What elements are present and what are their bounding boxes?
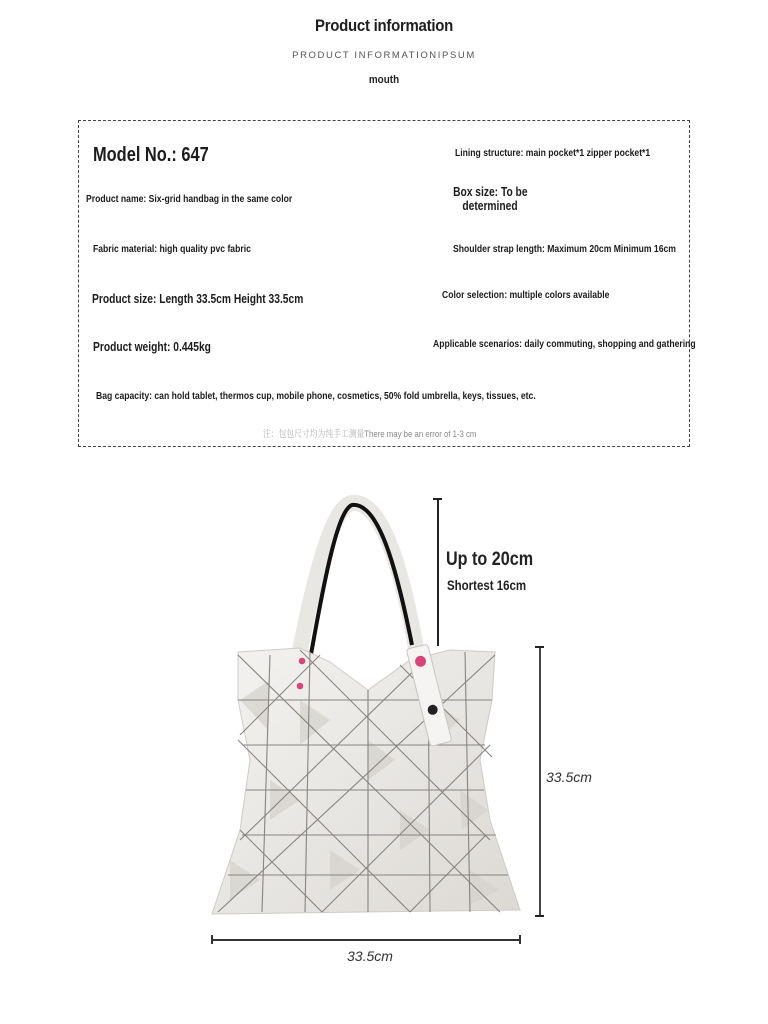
fabric-material: Fabric material: high quality pvc fabric bbox=[93, 243, 251, 255]
page-title: Product information bbox=[315, 16, 453, 35]
lining-structure: Lining structure: main pocket*1 zipper pocket*1 bbox=[455, 147, 651, 159]
product-size: Product size: Length 33.5cm Height 33.5cm bbox=[92, 292, 304, 306]
measurement-note-cn: 注：包包尺寸均为纯手工测量 bbox=[263, 429, 365, 440]
measurement-note-en: There may be an error of 1-3 cm bbox=[364, 429, 477, 440]
height-dimension-tick-bottom bbox=[535, 915, 544, 917]
height-label: 33.5cm bbox=[546, 769, 592, 785]
strap-max-label: Up to 20cm bbox=[446, 549, 534, 570]
color-selection: Color selection: multiple colors available bbox=[442, 289, 610, 301]
shoulder-strap-length: Shoulder strap length: Maximum 20cm Minimum 16cm bbox=[453, 243, 676, 255]
strap-dimension-line bbox=[437, 498, 439, 646]
width-dimension-tick-left bbox=[211, 935, 213, 944]
width-label: 33.5cm bbox=[347, 948, 393, 964]
product-info-box bbox=[78, 120, 696, 447]
strap-dimension-tick-top bbox=[433, 498, 442, 500]
width-dimension-line bbox=[212, 939, 520, 941]
page-tagline: mouth bbox=[368, 74, 400, 86]
measurement-note bbox=[263, 426, 476, 440]
model-number: Model No.: 647 bbox=[93, 144, 209, 166]
product-dimension-diagram bbox=[0, 470, 768, 1024]
bag-capacity: Bag capacity: can hold tablet, thermos cup, mobile phone, cosmetics, 50% fold umbrella, keys, tissues, etc. bbox=[96, 390, 536, 402]
height-dimension-tick-top bbox=[535, 646, 544, 648]
page-subtitle: PRODUCT INFORMATIONIPSUM bbox=[292, 50, 476, 61]
product-name: Product name: Six-grid handbag in the same color bbox=[86, 193, 293, 205]
handbag-image bbox=[0, 470, 768, 1024]
strap-min-label: Shortest 16cm bbox=[447, 578, 527, 593]
width-dimension-tick-right bbox=[519, 935, 521, 944]
product-weight: Product weight: 0.445kg bbox=[93, 340, 211, 354]
box-size-line1: Box size: To be bbox=[453, 185, 528, 199]
box-size-line2: determined bbox=[462, 199, 518, 213]
applicable-scenarios: Applicable scenarios: daily commuting, shopping and gathering bbox=[433, 338, 696, 350]
height-dimension-line bbox=[539, 646, 541, 916]
box-size bbox=[453, 185, 527, 213]
